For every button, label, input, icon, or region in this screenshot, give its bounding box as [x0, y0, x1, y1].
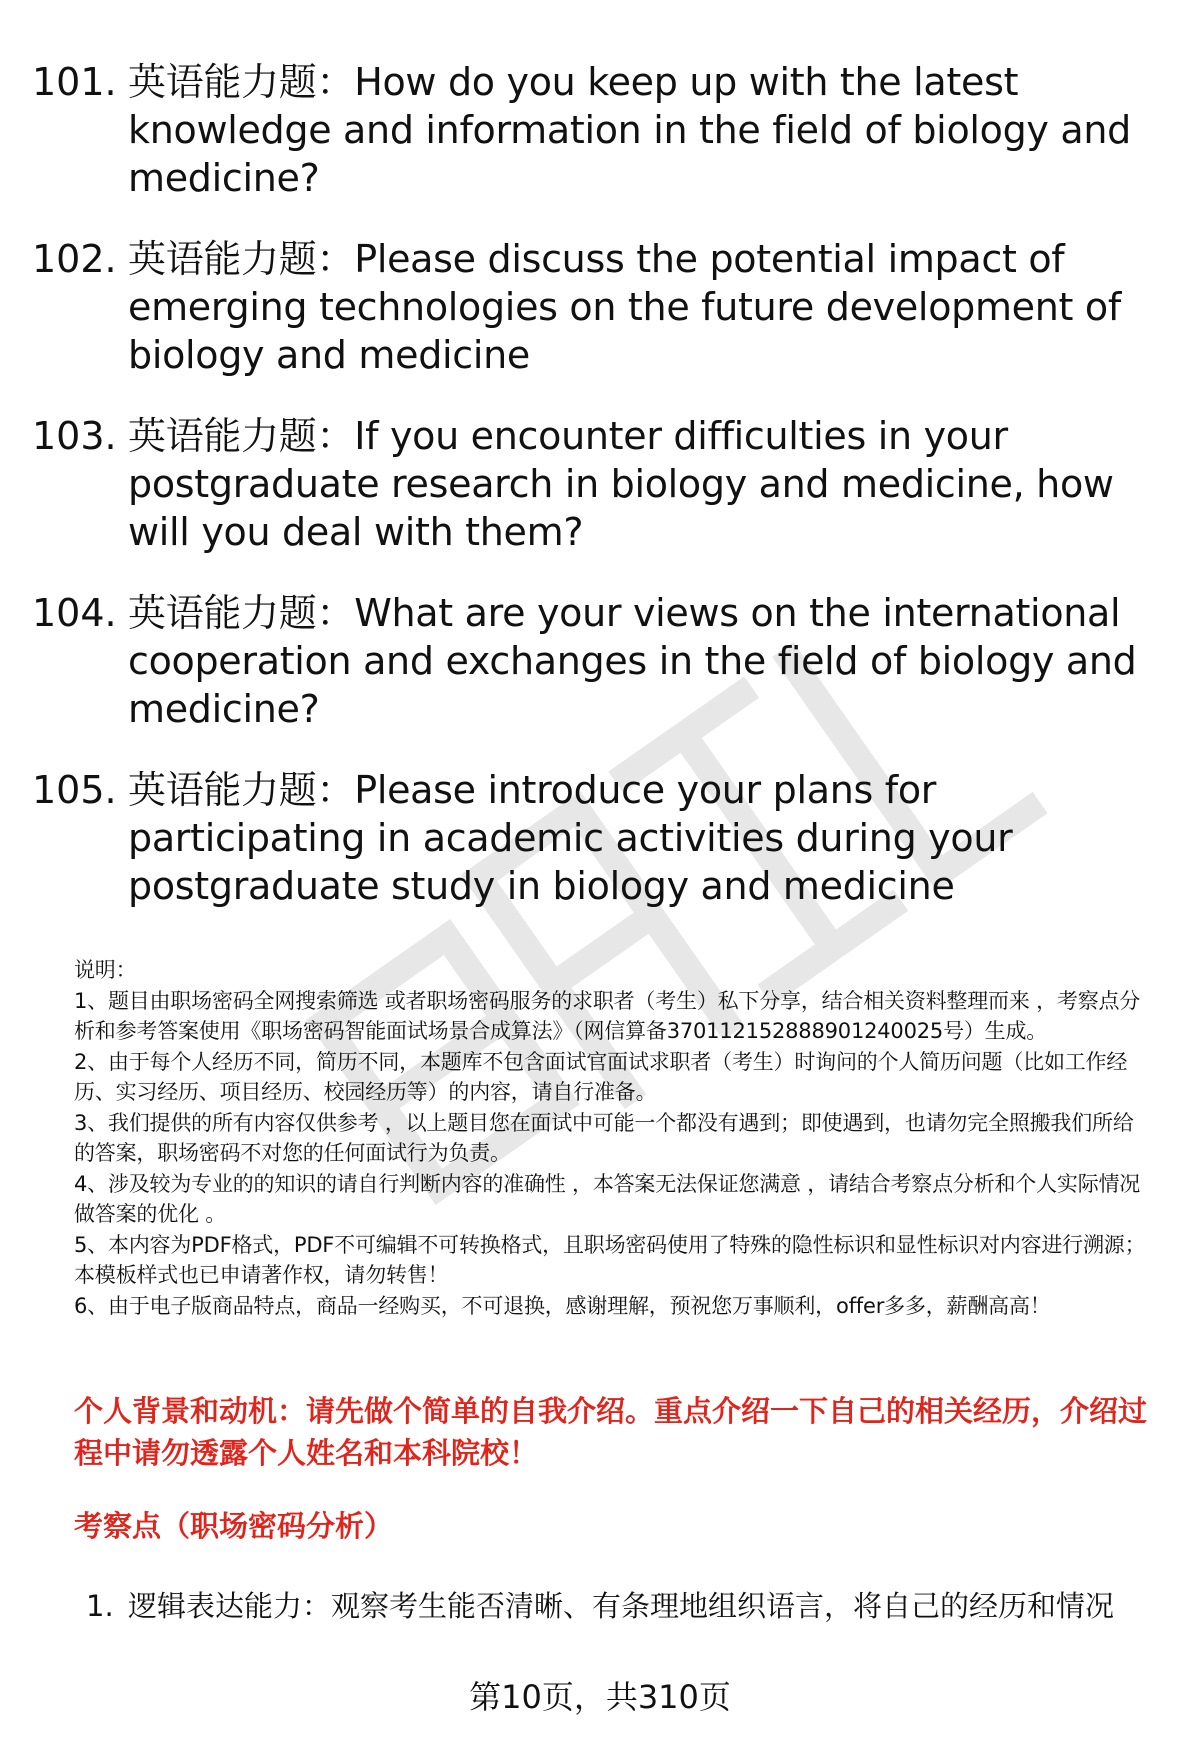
note-item: 5、本内容为PDF格式，PDF不可编辑不可转换格式，且职场密码使用了特殊的隐性标识和显性标识对内容进行溯源；本模板样式也已申请著作权，请勿转售！ [74, 1232, 1146, 1287]
background-question: 个人背景和动机：请先做个简单的自我介绍。重点介绍一下自己的相关经历，介绍过程中请勿透露个人姓名和本科院校！ [74, 1394, 1148, 1470]
note-item: 4、涉及较为专业的的知识的请自行判断内容的准确性 ，本答案无法保证您满意 ，请结合考察点分析和个人实际情况做答案的优化 。 [74, 1171, 1141, 1226]
question-item [32, 58, 1172, 202]
note-item: 6、由于电子版商品特点，商品一经购买，不可退换，感谢理解，预祝您万事顺利，offer多多，薪酬高高！ [74, 1293, 1051, 1318]
question-number: 101. [32, 60, 117, 104]
question-item [32, 412, 1172, 556]
note-item: 2、由于每个人经历不同，简历不同，本题库不包含面试官面试求职者（考生）时询问的个人简历问题（比如工作经历、实习经历、项目经历、校园经历等）的内容，请自行准备。 [74, 1049, 1128, 1104]
question-text: 英语能力题：What are your views on the international cooperation and exchanges in the field of biology and medicine? [128, 591, 1137, 731]
analysis-heading: 考察点（职场密码分析） [74, 1509, 394, 1543]
question-text: 英语能力题：If you encounter difficulties in your postgraduate research in biology and medicine, how will you deal with them? [128, 414, 1114, 554]
question-item [32, 766, 1172, 910]
question-text: 英语能力题：How do you keep up with the latest knowledge and information in the field of biology and medicine? [128, 60, 1131, 200]
question-text: 英语能力题：Please discuss the potential impact of emerging technologies on the future development of biology and medicine [128, 237, 1121, 377]
analysis-point-text: 逻辑表达能力：观察考生能否清晰、有条理地组织语言，将自己的经历和情况 [128, 1589, 1115, 1623]
question-number: 103. [32, 414, 117, 458]
question-item [32, 235, 1172, 379]
note-item: 3、我们提供的所有内容仅供参考 ，以上题目您在面试中可能一个都没有遇到；即使遇到，也请勿完全照搬我们所给的答案，职场密码不对您的任何面试行为负责。 [74, 1110, 1134, 1165]
question-number: 102. [32, 237, 117, 281]
analysis-point-number: 1. [86, 1589, 114, 1623]
question-list [32, 58, 1172, 943]
question-number: 104. [32, 591, 117, 635]
notes-title: 说明： [74, 958, 137, 982]
analysis-point [86, 1585, 1166, 1627]
question-number: 105. [32, 768, 117, 812]
question-item [32, 589, 1172, 733]
question-text: 英语能力题：Please introduce your plans for participating in academic activities during your postgraduate study in biology and medicine [128, 768, 1013, 908]
note-item: 1、题目由职场密码全网搜索筛选 或者职场密码服务的求职者（考生）私下分享，结合相关资料整理而来 ，考察点分析和参考答案使用《职场密码智能面试场景合成算法》（网信算备370112152888901240025号）生成。 [74, 988, 1141, 1043]
notes-section [74, 955, 1154, 1321]
page-footer: 第10页，共310页 [469, 1678, 731, 1716]
